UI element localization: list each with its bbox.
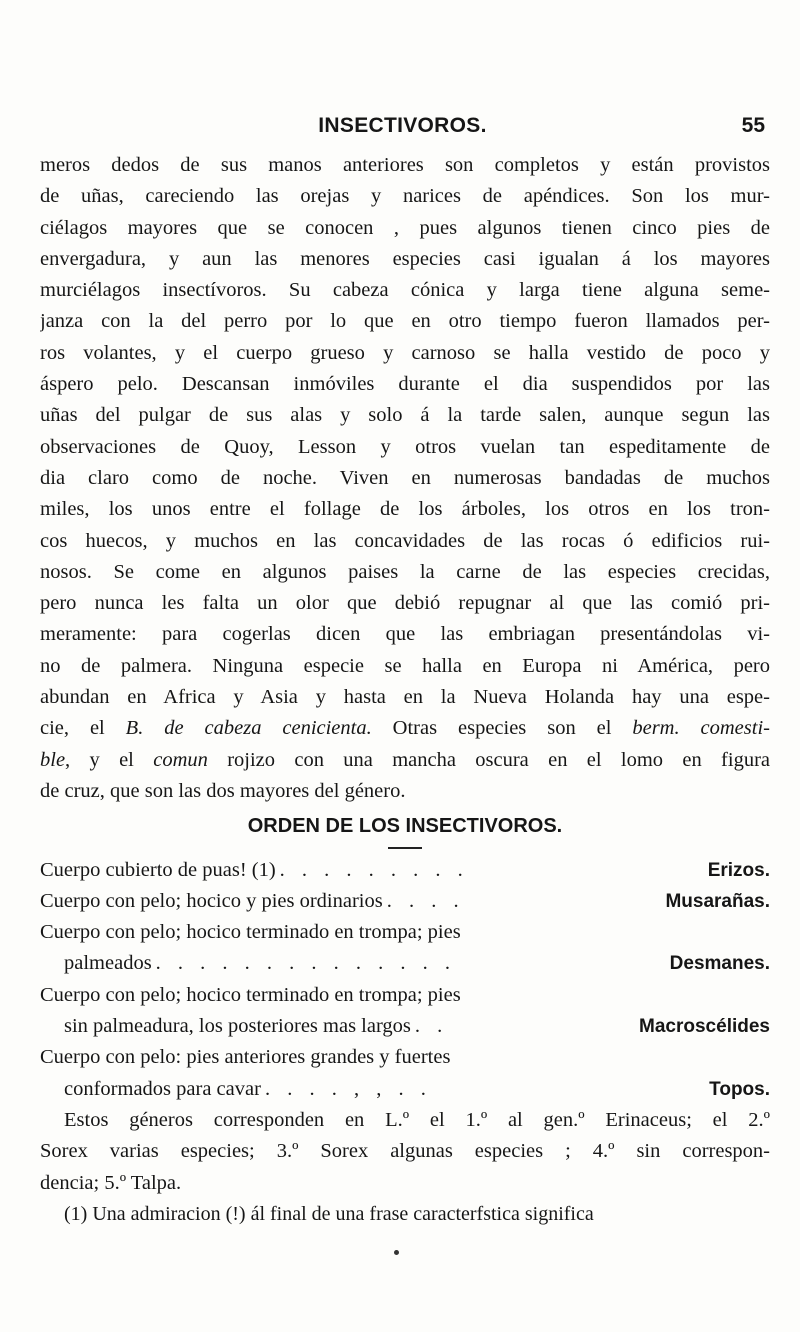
text-line: cos huecos, y muchos en las concavidades de las rocas ó edificios rui-	[40, 529, 770, 552]
text-line: meros dedos de sus manos anteriores son completos y están provistos	[40, 154, 770, 176]
classification-key	[40, 855, 770, 1105]
text-line	[40, 713, 770, 744]
key-leader-dots: . . . . , , . .	[264, 1077, 432, 1100]
key-taxon: Erizos.	[707, 859, 770, 881]
key-description: Cuerpo con pelo; hocico y pies ordinarios	[40, 889, 383, 912]
printer-mark	[394, 1250, 399, 1255]
text-line: dia claro como de noche. Viven en numerosas bandadas de muchos	[40, 466, 770, 489]
text-line: abundan en Africa y Asia y hasta en la Nueva Holanda hay una espe-	[40, 686, 770, 709]
key-description: Cuerpo cubierto de puas! (1)	[40, 858, 276, 881]
running-title: INSECTIVOROS.	[318, 114, 487, 137]
text-line: murciélagos insectívoros. Su cabeza cónica y larga tiene alguna seme-	[40, 279, 770, 302]
text-line: ros volantes, y el cuerpo grueso y carnoso se halla vestido de poco y	[40, 341, 770, 364]
key-row-erizos	[40, 855, 770, 886]
key-row-topos	[40, 1074, 770, 1105]
running-header	[40, 114, 765, 144]
text-line: miles, los unos entre el follage de los árboles, los otros en los tron-	[40, 498, 770, 521]
text-fragment: Otras especies son el	[371, 717, 633, 740]
text-line: de uñas, careciendo las orejas y narices de apéndices. Son los mur-	[40, 185, 770, 208]
text-fragment: rojizo con una mancha oscura en el lomo en figura	[207, 748, 770, 771]
text-line: nosos. Se come en algunos paises la carne de las especies crecidas,	[40, 560, 770, 583]
text-line: áspero pelo. Descansan inmóviles durante el dia suspendidos por las	[40, 373, 770, 396]
key-description: Cuerpo con pelo; hocico terminado en trompa; pies	[40, 921, 461, 944]
text-line: janza con la del perro por lo que en otro tiempo fueron llamados per-	[40, 310, 770, 333]
key-taxon: Musarañas.	[665, 890, 770, 912]
italic-species-name: berm. comesti-	[632, 717, 770, 740]
key-leader-dots: . . . . . . . . .	[279, 858, 469, 881]
key-taxon: Desmanes.	[669, 953, 770, 975]
key-description: palmeados	[64, 952, 152, 975]
page-number: 55	[741, 114, 765, 137]
text-fragment: cie, el	[40, 717, 126, 740]
section-heading: ORDEN DE LOS INSECTIVOROS.	[247, 815, 563, 838]
text-line: no de palmera. Ninguna especie se halla en Europa ni América, pero	[40, 654, 770, 677]
text-line: pero nunca les falta un olor que debió repugnar al que las comió pri-	[40, 592, 770, 615]
key-description: Cuerpo con pelo; hocico terminado en trompa; pies	[40, 983, 461, 1006]
text-fragment: , y el	[65, 748, 154, 771]
main-paragraph	[40, 150, 770, 807]
footnote: (1) Una admiracion (!) ál final de una frase caracterfstica significa	[64, 1202, 594, 1225]
key-row-musaranas	[40, 886, 770, 917]
text-line: uñas del pulgar de sus alas y solo á la tarde salen, aunque segun las	[40, 404, 770, 427]
key-row-desmanes	[40, 948, 770, 979]
italic-species-name: B. de cabeza cenicienta.	[125, 717, 372, 740]
text-line: dencia; 5.º Talpa.	[40, 1171, 182, 1194]
text-line: de cruz, que son las dos mayores del género.	[40, 779, 406, 802]
key-row-macroscelides	[40, 1011, 770, 1042]
text-line: meramente: para cogerlas dicen que las embriagan presentándolas vi-	[40, 623, 770, 646]
correspondence-paragraph	[40, 1105, 770, 1199]
key-leader-dots: . . . .	[386, 889, 465, 912]
key-leader-dots: . .	[414, 1015, 449, 1038]
italic-species-name: comun	[153, 748, 208, 771]
key-description: Cuerpo con pelo: pies anteriores grandes y fuertes	[40, 1046, 451, 1069]
key-leader-dots: . . . . . . . . . . . . . .	[155, 952, 457, 975]
text-line: ciélagos mayores que se conocen , pues algunos tienen cinco pies de	[40, 216, 770, 239]
text-line: Sorex varias especies; 3.º Sorex algunas especies ; 4.º sin correspon-	[40, 1140, 770, 1163]
key-taxon: Topos.	[709, 1078, 770, 1100]
text-line	[40, 745, 770, 776]
text-line: Estos géneros corresponden en L.º el 1.º al gen.º Erinaceus; el 2.º	[64, 1108, 770, 1131]
text-line: observaciones de Quoy, Lesson y otros vuelan tan espeditamente de	[40, 435, 770, 458]
page-body	[40, 150, 770, 1230]
italic-species-name: ble	[40, 748, 66, 771]
heading-rule	[388, 847, 422, 849]
text-line: envergadura, y aun las menores especies casi igualan á los mayores	[40, 247, 770, 270]
key-description: conformados para cavar	[64, 1077, 261, 1100]
key-taxon: Macroscélides	[639, 1016, 770, 1038]
key-description: sin palmeadura, los posteriores mas largos	[64, 1015, 411, 1038]
